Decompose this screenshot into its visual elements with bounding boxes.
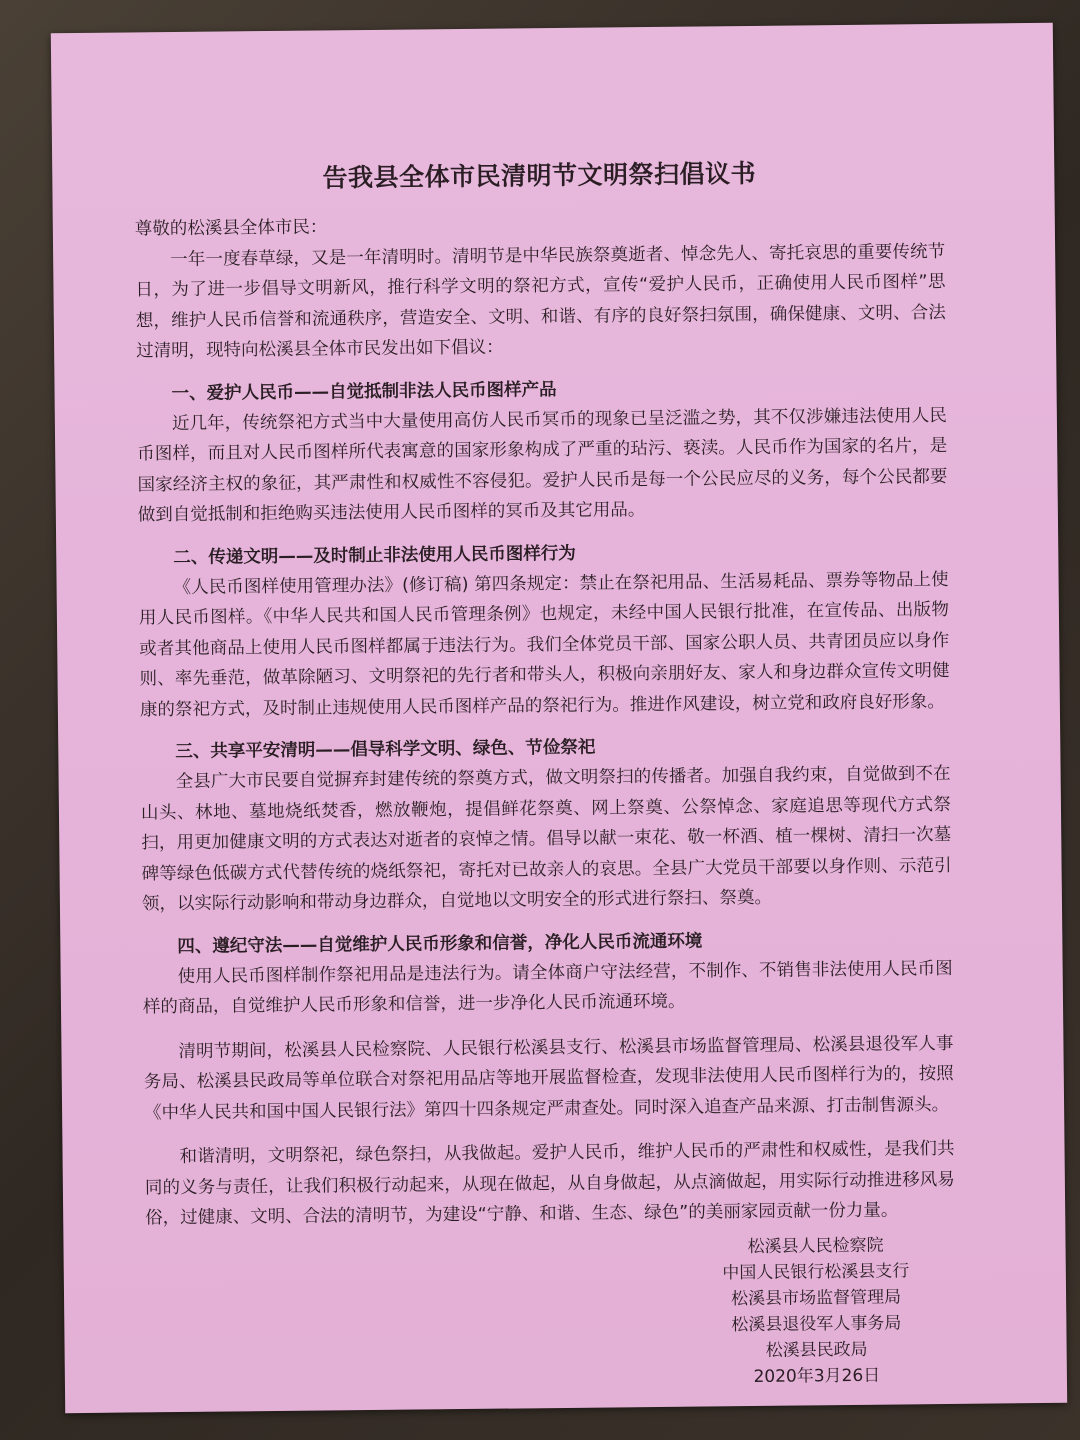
section-body-4: 使用人民币图样制作祭祀用品是违法行为。请全体商户守法经营，不制作、不销售非法使用人民币图样的商品，自觉维护人民币形象和信誉，进一步净化人民币流通环境。 bbox=[142, 958, 953, 1018]
document-date: 2020年3月26日 bbox=[753, 1365, 881, 1387]
enforcement-paragraph: 清明节期间，松溪县人民检察院、人民银行松溪县支行、松溪县市场监督管理局、松溪县退役军人事务局、松溪县民政局等单位联合对祭祀用品店等地开展监督检查，发现非法使用人民币图样行为的，按照《中华人民共和国中国人民银行法》第四十四条规定严肃查处。同时深入追查产品来源、打击制售源头。 bbox=[143, 1033, 954, 1123]
paper-sheet bbox=[51, 23, 1067, 1413]
salutation: 尊敬的松溪县全体市民： bbox=[134, 217, 328, 240]
signatory: 松溪县民政局 bbox=[765, 1339, 868, 1361]
signatory: 中国人民银行松溪县支行 bbox=[722, 1260, 910, 1283]
section-body-2: 《人民币图样使用管理办法》(修订稿) 第四条规定：禁止在祭祀用品、生活易耗品、票券等物品上使用人民币图样。《中华人民共和国人民币管理条例》也规定，未经中国人民银行批准，在宣传品、出版物或者其他商品上使用人民币图样都属于违法行为。我们全体党员干部、国家公职人员、共青团员应以身作则、率先垂范，做革除陋习、文明祭祀的先行者和带头人，积极向亲朋好友、家人和身边群众宣传文明健康的祭祀方式，及时制止违规使用人民币图样产品的祭祀行为。推进作风建设，树立党和政府良好形象。 bbox=[138, 569, 950, 720]
document-title: 告我县全体市民清明节文明祭扫倡议书 bbox=[322, 158, 757, 193]
section-heading-1: 一、爱护人民币——自觉抵制非法人民币图样产品 bbox=[171, 379, 557, 404]
signatory: 松溪县人民检察院 bbox=[747, 1235, 884, 1257]
intro-paragraph: 一年一度春草绿，又是一年清明时。清明节是中华民族祭奠逝者、悼念先人、寄托哀思的重要传统节日，为了进一步倡导文明新风，推行科学文明的祭祀方式，宣传“爱护人民币，正确使用人民币图样”思想，维护人民币信誉和流通秩序，营造安全、文明、和谐、有序的良好祭扫氛围，确保健康、文明、合法过清明，现特向松溪县全体市民发出如下倡议： bbox=[135, 241, 946, 362]
signatory: 松溪县退役军人事务局 bbox=[731, 1312, 902, 1335]
section-heading-4: 四、遵纪守法——自觉维护人民币形象和信誉，净化人民币流通环境 bbox=[177, 931, 703, 957]
section-heading-2: 二、传递文明——及时制止非法使用人民币图样行为 bbox=[173, 543, 576, 568]
signatory-block bbox=[665, 1231, 967, 1390]
section-body-3: 全县广大市民要自觉摒弃封建传统的祭奠方式，做文明祭扫的传播者。加强自我约束，自觉做到不在山头、林地、墓地烧纸焚香，燃放鞭炮，提倡鲜花祭奠、网上祭奠、公祭悼念、家庭追思等现代方式祭扫，用更加健康文明的方式表达对逝者的哀悼之情。倡导以献一束花、敬一杯酒、植一棵树、清扫一次墓碑等绿色低碳方式代替传统的烧纸祭祀，寄托对已故亲人的哀思。全县广大党员干部要以身作则、示范引领，以实际行动影响和带动身边群众，自觉地以文明安全的形式进行祭扫、祭奠。 bbox=[140, 763, 952, 915]
closing-paragraph: 和谐清明，文明祭祀，绿色祭扫，从我做起。爱护人民币，维护人民币的严肃性和权威性，是我们共同的义务与责任，让我们积极行动起来，从现在做起，从自身做起，从点滴做起，用实际行动推进移风易俗，过健康、文明、合法的清明节，为建设“宁静、和谐、生态、绿色”的美丽家园贡献一份力量。 bbox=[144, 1138, 955, 1229]
signatory: 松溪县市场监督管理局 bbox=[730, 1286, 902, 1309]
section-body-1: 近几年，传统祭祀方式当中大量使用高仿人民币冥币的现象已呈泛滥之势，其不仅涉嫌违法使用人民币图样，而且对人民币图样所代表寓意的国家形象构成了严重的玷污、亵渎。人民币作为国家的名片，是国家经济主权的象征，其严肃性和权威性不容侵犯。爱护人民币是每一个公民应尽的义务，每个公民都要做到自觉抵制和拒绝购买违法使用人民币图样的冥币及其它用品。 bbox=[137, 405, 948, 526]
section-heading-3: 三、共享平安清明——倡导科学文明、绿色、节俭祭祀 bbox=[175, 737, 596, 763]
